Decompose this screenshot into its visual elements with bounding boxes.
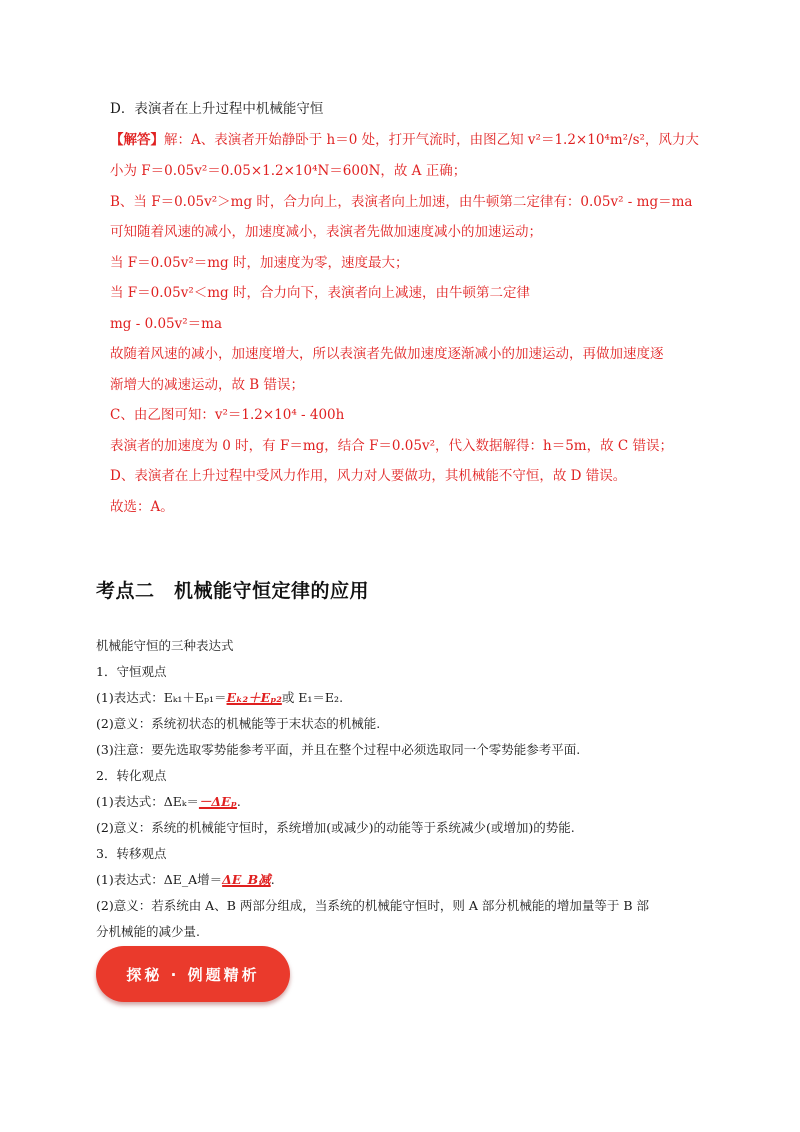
point-3-heading: 3．转移观点 <box>96 846 167 861</box>
answer-line-8: 故随着风速的减小，加速度增大，所以表演者先做加速度逐渐减小的加速运动，再做加速度逐 <box>110 346 664 362</box>
answer-line-5: 当 F＝0.05v²＝mg 时，加速度为零，速度最大； <box>110 255 409 271</box>
section-intro: 机械能守恒的三种表达式 <box>96 638 234 653</box>
answer-line-3: B、当 F＝0.05v²＞mg 时，合力向上，表演者向上加速，由牛顿第二定律有：0.05v² - mg＝ma <box>110 194 693 210</box>
option-d: D．表演者在上升过程中机械能守恒 <box>110 101 324 117</box>
answer-line-9: 渐增大的减速运动，故 B 错误； <box>110 377 305 393</box>
badge-label: 探秘 · 例题精析 <box>126 965 260 984</box>
answer-line-11: 表演者的加速度为 0 时，有 F＝mg，结合 F＝0.05v²，代入数据解得：h＝5m，故 C 错误； <box>110 438 674 454</box>
point-1-meaning: (2)意义：系统初状态的机械能等于末状态的机械能. <box>96 716 381 731</box>
blank-answer-3: ΔE_B减 <box>222 872 271 887</box>
blank-answer-1: Eₖ₂＋Eₚ₂ <box>226 690 282 705</box>
point-1-note: (3)注意：要先选取零势能参考平面，并且在整个过程中必须选取同一个零势能参考平面. <box>96 742 581 757</box>
point-2-expression: (1)表达式：ΔEₖ＝－ΔEₚ. <box>96 794 241 809</box>
section-title: 考点二 机械能守恒定律的应用 <box>96 580 370 602</box>
answer-line-1: 【解答】解：A、表演者开始静卧于 h＝0 处，打开气流时，由图乙知 v²＝1.2×10⁴m²/s²，风力大 <box>110 132 699 148</box>
point-2-heading: 2．转化观点 <box>96 768 167 783</box>
answer-line-6: 当 F＝0.05v²＜mg 时，合力向下，表演者向上减速，由牛顿第二定律 <box>110 285 530 301</box>
point-3-meaning-cont: 分机械能的减少量. <box>96 924 200 939</box>
point-3-expression: (1)表达式：ΔE_A增＝ΔE_B减. <box>96 872 275 887</box>
answer-line-7: mg - 0.05v²＝ma <box>110 316 223 332</box>
answer-line-10: C、由乙图可知：v²＝1.2×10⁴ - 400h <box>110 407 345 423</box>
answer-line-12: D、表演者在上升过程中受风力作用，风力对人要做功，其机械能不守恒，故 D 错误。 <box>110 468 627 484</box>
answer-line-2: 小为 F＝0.05v²＝0.05×1.2×10⁴N＝600N，故 A 正确； <box>110 163 467 179</box>
point-3-meaning: (2)意义：若系统由 A、B 两部分组成，当系统的机械能守恒时，则 A 部分机械能的增加量等于 B 部 <box>96 898 649 913</box>
point-2-meaning: (2)意义：系统的机械能守恒时，系统增加(或减少)的动能等于系统减少(或增加)的势能. <box>96 820 575 835</box>
answer-label: 【解答】 <box>110 132 164 148</box>
answer-line-4: 可知随着风速的减小，加速度减小，表演者先做加速度减小的加速运动； <box>110 224 542 240</box>
point-1-expression: (1)表达式：Eₖ₁＋Eₚ₁＝Eₖ₂＋Eₚ₂或 E₁＝E₂. <box>96 690 344 705</box>
point-1-heading: 1．守恒观点 <box>96 664 167 679</box>
answer-line-13: 故选：A。 <box>110 499 174 515</box>
example-section-badge <box>96 946 290 1002</box>
blank-answer-2: －ΔEₚ <box>198 794 237 809</box>
